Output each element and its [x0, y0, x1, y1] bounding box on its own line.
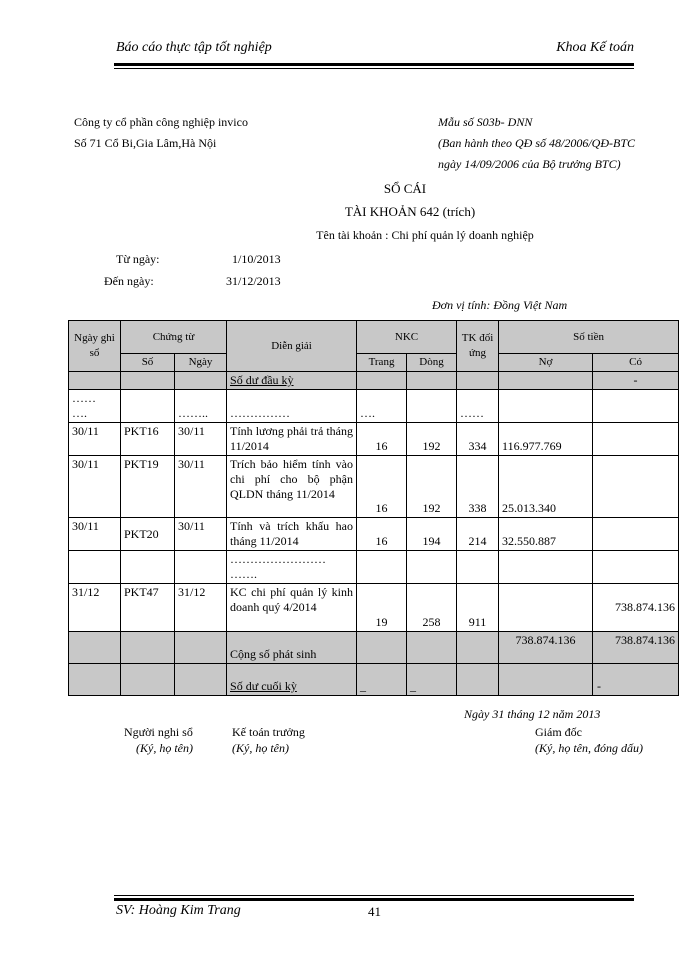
table-row	[69, 584, 679, 632]
row-trang: 16	[357, 423, 407, 456]
signer-role: Người nghi sổ	[124, 725, 193, 739]
to-value: 31/12/2013	[226, 274, 281, 288]
row-ngay-ghi: 30/11	[69, 423, 121, 456]
row-trang: 16	[357, 518, 407, 551]
company-address: Số 71 Cổ Bi,Gia Lâm,Hà Nội	[74, 136, 217, 150]
opening-label: Số dư đầu kỳ	[227, 372, 357, 390]
col-dong: Dòng	[407, 354, 457, 372]
company-name: Công ty cổ phần công nghiệp invico	[74, 115, 248, 129]
signer-role: Kế toán trưởng	[232, 725, 305, 739]
dots-cell: ….	[357, 390, 407, 423]
total-row	[69, 632, 679, 664]
total-label: Cộng số phát sinh	[227, 632, 357, 664]
form-code: Mẫu số S03b- DNN	[438, 115, 533, 129]
closing-co: -	[593, 664, 679, 696]
dots-row	[69, 551, 679, 584]
signer-note: (Ký, họ tên, đóng dấu)	[535, 741, 643, 755]
from-value: 1/10/2013	[232, 252, 281, 266]
from-label: Từ ngày:	[116, 252, 160, 266]
col-dien-giai: Diễn giải	[227, 321, 357, 372]
form-issued: (Ban hành theo QĐ số 48/2006/QĐ-BTC	[438, 136, 635, 150]
table-row	[69, 456, 679, 518]
row-so: PKT16	[121, 423, 175, 456]
dots-cell	[227, 551, 357, 584]
row-tk: 338	[457, 456, 499, 518]
row-no: 116.977.769	[499, 423, 593, 456]
signer-note: (Ký, họ tên)	[232, 741, 289, 755]
col-ngay-ghi-so: Ngày ghi sổ	[69, 321, 121, 372]
col-so: Số	[121, 354, 175, 372]
signer-role: Giám đốc	[535, 725, 582, 739]
row-co: 738.874.136	[593, 584, 679, 632]
table-row	[69, 423, 679, 456]
header-rule-thin	[114, 68, 634, 69]
col-ngay: Ngày	[175, 354, 227, 372]
page-subtitle: TÀI KHOẢN 642 (trích)	[344, 204, 476, 219]
row-dong: 192	[407, 456, 457, 518]
row-no	[499, 584, 593, 632]
dots-cell: ……	[457, 390, 499, 423]
header-rule	[114, 63, 634, 66]
col-trang: Trang	[357, 354, 407, 372]
col-no: Nợ	[499, 354, 593, 372]
row-ngay-ghi: 31/12	[69, 584, 121, 632]
row-trang: 19	[357, 584, 407, 632]
header-row-1	[69, 321, 679, 354]
row-dien-giai: Trích bảo hiểm tính vào chi phí cho bộ phận QLDN tháng 11/2014	[227, 456, 357, 518]
date-line: Ngày 31 tháng 12 năm 2013	[464, 707, 601, 721]
total-no: 738.874.136	[499, 632, 593, 664]
row-dong: 192	[407, 423, 457, 456]
form-date: ngày 14/09/2006 của Bộ trưởng BTC)	[438, 157, 621, 171]
row-tk: 214	[457, 518, 499, 551]
to-label: Đến ngày:	[104, 274, 154, 288]
table-row	[69, 518, 679, 551]
row-dong: 258	[407, 584, 457, 632]
dots-cell	[69, 390, 121, 423]
header-right: Khoa Kế toán	[556, 40, 634, 55]
row-ngay: 30/11	[175, 456, 227, 518]
row-co	[593, 518, 679, 551]
dots-text: ……	[72, 391, 96, 405]
col-tk-doi-ung: TK đối ứng	[457, 321, 499, 372]
opening-row	[69, 372, 679, 390]
row-dien-giai: Tính và trích khấu hao tháng 11/2014	[227, 518, 357, 551]
row-ngay: 31/12	[175, 584, 227, 632]
closing-label: Số dư cuối kỳ	[227, 664, 357, 696]
col-nkc: NKC	[357, 321, 457, 354]
row-tk: 334	[457, 423, 499, 456]
header-row-2	[69, 354, 679, 372]
row-so: PKT20	[121, 518, 175, 551]
col-so-tien: Số tiền	[499, 321, 679, 354]
col-co: Có	[593, 354, 679, 372]
dots-text: ……………………	[230, 552, 327, 566]
account-name: Tên tài khoản : Chi phí quản lý doanh nghiệp	[316, 228, 534, 242]
row-ngay: 30/11	[175, 518, 227, 551]
dots-cell: ……..	[175, 390, 227, 423]
signer-note: (Ký, họ tên)	[136, 741, 193, 755]
footer-student: SV: Hoàng Kim Trang	[116, 903, 241, 918]
row-co	[593, 456, 679, 518]
row-dong: 194	[407, 518, 457, 551]
total-co: 738.874.136	[593, 632, 679, 664]
dots-cell: ……………	[227, 390, 357, 423]
row-tk: 911	[457, 584, 499, 632]
row-so: PKT19	[121, 456, 175, 518]
ledger-table	[68, 320, 679, 696]
footer-rule-thin	[114, 895, 634, 896]
row-dien-giai: KC chi phí quản lý kinh doanh quý 4/2014	[227, 584, 357, 632]
row-ngay: 30/11	[175, 423, 227, 456]
closing-row	[69, 664, 679, 696]
dots-text: …….	[230, 567, 258, 581]
row-no: 32.550.887	[499, 518, 593, 551]
row-ngay-ghi: 30/11	[69, 518, 121, 551]
currency-unit: Đơn vị tính: Đồng Việt Nam	[432, 298, 568, 312]
row-dien-giai: Tính lương phải trả tháng 11/2014	[227, 423, 357, 456]
opening-co: -	[593, 372, 679, 390]
row-ngay-ghi: 30/11	[69, 456, 121, 518]
col-chung-tu: Chứng từ	[121, 321, 227, 354]
page-number: 41	[368, 904, 381, 919]
row-so: PKT47	[121, 584, 175, 632]
row-trang: 16	[357, 456, 407, 518]
row-co	[593, 423, 679, 456]
dots-row	[69, 390, 679, 423]
closing-dong: _	[407, 664, 457, 696]
footer-rule	[114, 898, 634, 901]
header-left: Báo cáo thực tập tốt nghiệp	[116, 40, 272, 55]
page-title: SỔ CÁI	[383, 181, 427, 196]
row-no: 25.013.340	[499, 456, 593, 518]
closing-trang: _	[357, 664, 407, 696]
dots-text: ….	[72, 406, 87, 420]
